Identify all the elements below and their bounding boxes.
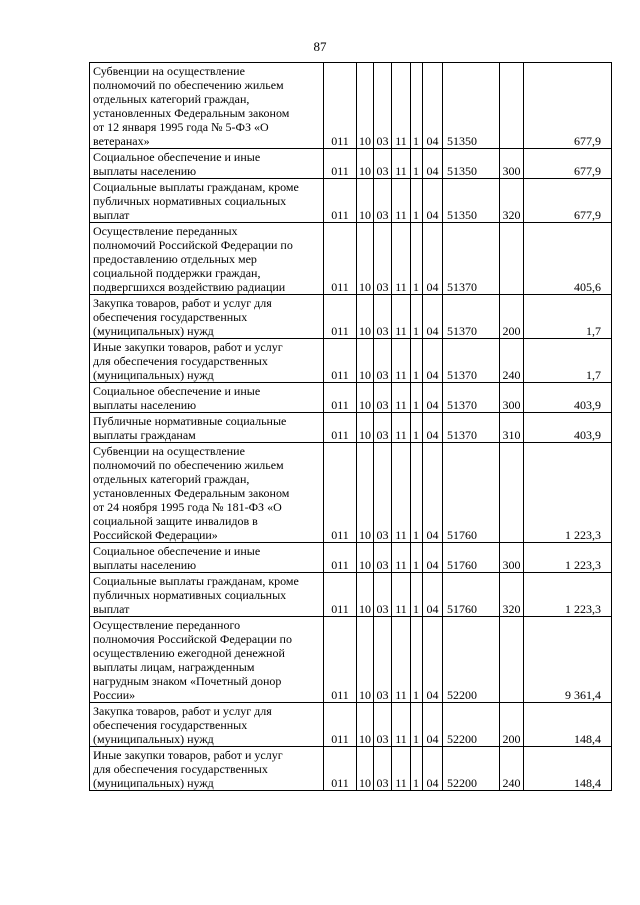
expense-type-code: 200 (500, 703, 524, 747)
target-article-part1: 11 (392, 149, 411, 179)
target-article-part4: 51370 (443, 383, 500, 413)
row-name: Иные закупки товаров, работ и услуг для обеспечения государственных (муниципальных) нужд (90, 747, 324, 791)
dept-code: 011 (324, 703, 357, 747)
target-article-part1: 11 (392, 543, 411, 573)
row-name: Осуществление переданных полномочий Российской Федерации по предоставлению отдельных мер социальной поддержки граждан, подвергшихся воздействию радиации (90, 223, 324, 295)
section-code: 10 (357, 747, 374, 791)
expense-type-code: 310 (500, 413, 524, 443)
subsection-code: 03 (374, 703, 392, 747)
target-article-part1: 11 (392, 443, 411, 543)
section-code: 10 (357, 295, 374, 339)
table-row (90, 149, 612, 179)
table-row (90, 179, 612, 223)
row-name: Субвенции на осуществление полномочий по обеспечению жильем отдельных категорий граждан, установленных Федеральным законом от 12 января 1995 года № 5-ФЗ «О ветеранах» (90, 63, 324, 149)
target-article-part2: 1 (411, 223, 423, 295)
dept-code: 011 (324, 747, 357, 791)
target-article-part4: 51370 (443, 223, 500, 295)
section-code: 10 (357, 443, 374, 543)
target-article-part1: 11 (392, 573, 411, 617)
target-article-part4: 51350 (443, 149, 500, 179)
amount: 677,9 (524, 63, 612, 149)
target-article-part4: 51760 (443, 543, 500, 573)
subsection-code: 03 (374, 149, 392, 179)
table-row (90, 443, 612, 543)
subsection-code: 03 (374, 63, 392, 149)
dept-code: 011 (324, 443, 357, 543)
target-article-part2: 1 (411, 149, 423, 179)
expense-type-code (500, 63, 524, 149)
amount: 1,7 (524, 339, 612, 383)
subsection-code: 03 (374, 543, 392, 573)
target-article-part2: 1 (411, 383, 423, 413)
expense-type-code: 320 (500, 179, 524, 223)
target-article-part4: 51370 (443, 339, 500, 383)
target-article-part3: 04 (423, 747, 443, 791)
target-article-part1: 11 (392, 223, 411, 295)
subsection-code: 03 (374, 295, 392, 339)
page-number: 87 (313, 39, 327, 54)
target-article-part4: 51350 (443, 179, 500, 223)
target-article-part4: 51350 (443, 63, 500, 149)
row-name: Социальное обеспечение и иные выплаты населению (90, 149, 324, 179)
target-article-part4: 51760 (443, 573, 500, 617)
target-article-part3: 04 (423, 703, 443, 747)
amount: 1 223,3 (524, 573, 612, 617)
subsection-code: 03 (374, 617, 392, 703)
target-article-part2: 1 (411, 747, 423, 791)
expense-type-code (500, 617, 524, 703)
target-article-part3: 04 (423, 413, 443, 443)
amount: 148,4 (524, 747, 612, 791)
target-article-part2: 1 (411, 339, 423, 383)
table-row (90, 617, 612, 703)
expense-type-code: 300 (500, 149, 524, 179)
section-code: 10 (357, 413, 374, 443)
target-article-part3: 04 (423, 573, 443, 617)
amount: 148,4 (524, 703, 612, 747)
target-article-part3: 04 (423, 543, 443, 573)
dept-code: 011 (324, 63, 357, 149)
section-code: 10 (357, 223, 374, 295)
target-article-part1: 11 (392, 617, 411, 703)
target-article-part1: 11 (392, 747, 411, 791)
target-article-part3: 04 (423, 63, 443, 149)
row-name: Субвенции на осуществление полномочий по обеспечению жильем отдельных категорий граждан, установленных Федеральным законом от 24 ноября 1995 года № 181-ФЗ «О социальной защите инвалидов в Российской Федерации» (90, 443, 324, 543)
budget-table (89, 62, 612, 791)
target-article-part3: 04 (423, 617, 443, 703)
table-row (90, 223, 612, 295)
subsection-code: 03 (374, 443, 392, 543)
target-article-part3: 04 (423, 179, 443, 223)
table-row (90, 63, 612, 149)
row-name: Осуществление переданного полномочия Российской Федерации по осуществлению ежегодной денежной выплаты лицам, награжденным нагрудным знаком «Почетный донор России» (90, 617, 324, 703)
target-article-part4: 51370 (443, 413, 500, 443)
dept-code: 011 (324, 573, 357, 617)
target-article-part4: 51370 (443, 295, 500, 339)
amount: 403,9 (524, 383, 612, 413)
table-row (90, 383, 612, 413)
target-article-part2: 1 (411, 413, 423, 443)
table-row (90, 543, 612, 573)
target-article-part1: 11 (392, 383, 411, 413)
amount: 405,6 (524, 223, 612, 295)
target-article-part4: 52200 (443, 747, 500, 791)
dept-code: 011 (324, 339, 357, 383)
table-row (90, 747, 612, 791)
target-article-part1: 11 (392, 413, 411, 443)
expense-type-code: 240 (500, 747, 524, 791)
dept-code: 011 (324, 543, 357, 573)
section-code: 10 (357, 703, 374, 747)
section-code: 10 (357, 63, 374, 149)
target-article-part2: 1 (411, 63, 423, 149)
row-name: Закупка товаров, работ и услуг для обеспечения государственных (муниципальных) нужд (90, 703, 324, 747)
expense-type-code (500, 443, 524, 543)
amount: 677,9 (524, 179, 612, 223)
target-article-part3: 04 (423, 223, 443, 295)
dept-code: 011 (324, 149, 357, 179)
row-name: Иные закупки товаров, работ и услуг для обеспечения государственных (муниципальных) нужд (90, 339, 324, 383)
dept-code: 011 (324, 383, 357, 413)
subsection-code: 03 (374, 573, 392, 617)
dept-code: 011 (324, 617, 357, 703)
expense-type-code (500, 223, 524, 295)
amount: 1 223,3 (524, 443, 612, 543)
section-code: 10 (357, 149, 374, 179)
target-article-part2: 1 (411, 573, 423, 617)
dept-code: 011 (324, 223, 357, 295)
target-article-part2: 1 (411, 295, 423, 339)
row-name: Социальное обеспечение и иные выплаты населению (90, 543, 324, 573)
target-article-part4: 52200 (443, 617, 500, 703)
expense-type-code: 240 (500, 339, 524, 383)
table-row (90, 295, 612, 339)
amount: 677,9 (524, 149, 612, 179)
subsection-code: 03 (374, 383, 392, 413)
row-name: Закупка товаров, работ и услуг для обеспечения государственных (муниципальных) нужд (90, 295, 324, 339)
section-code: 10 (357, 573, 374, 617)
row-name: Социальное обеспечение и иные выплаты населению (90, 383, 324, 413)
table-row (90, 573, 612, 617)
amount: 1 223,3 (524, 543, 612, 573)
target-article-part2: 1 (411, 617, 423, 703)
expense-type-code: 300 (500, 383, 524, 413)
section-code: 10 (357, 179, 374, 223)
target-article-part4: 52200 (443, 703, 500, 747)
target-article-part3: 04 (423, 295, 443, 339)
target-article-part4: 51760 (443, 443, 500, 543)
target-article-part3: 04 (423, 383, 443, 413)
target-article-part3: 04 (423, 149, 443, 179)
amount: 403,9 (524, 413, 612, 443)
amount: 9 361,4 (524, 617, 612, 703)
row-name: Социальные выплаты гражданам, кроме публичных нормативных социальных выплат (90, 179, 324, 223)
amount: 1,7 (524, 295, 612, 339)
target-article-part2: 1 (411, 443, 423, 543)
dept-code: 011 (324, 295, 357, 339)
table-row (90, 413, 612, 443)
target-article-part1: 11 (392, 703, 411, 747)
row-name: Публичные нормативные социальные выплаты гражданам (90, 413, 324, 443)
target-article-part2: 1 (411, 179, 423, 223)
table-row (90, 703, 612, 747)
target-article-part1: 11 (392, 339, 411, 383)
subsection-code: 03 (374, 339, 392, 383)
target-article-part2: 1 (411, 543, 423, 573)
subsection-code: 03 (374, 179, 392, 223)
expense-type-code: 200 (500, 295, 524, 339)
expense-type-code: 300 (500, 543, 524, 573)
section-code: 10 (357, 339, 374, 383)
expense-type-code: 320 (500, 573, 524, 617)
budget-table-body (90, 63, 612, 791)
section-code: 10 (357, 383, 374, 413)
section-code: 10 (357, 617, 374, 703)
target-article-part3: 04 (423, 339, 443, 383)
row-name: Социальные выплаты гражданам, кроме публичных нормативных социальных выплат (90, 573, 324, 617)
dept-code: 011 (324, 413, 357, 443)
target-article-part1: 11 (392, 295, 411, 339)
target-article-part1: 11 (392, 63, 411, 149)
dept-code: 011 (324, 179, 357, 223)
subsection-code: 03 (374, 413, 392, 443)
section-code: 10 (357, 543, 374, 573)
table-row (90, 339, 612, 383)
target-article-part3: 04 (423, 443, 443, 543)
subsection-code: 03 (374, 223, 392, 295)
target-article-part1: 11 (392, 179, 411, 223)
target-article-part2: 1 (411, 703, 423, 747)
subsection-code: 03 (374, 747, 392, 791)
